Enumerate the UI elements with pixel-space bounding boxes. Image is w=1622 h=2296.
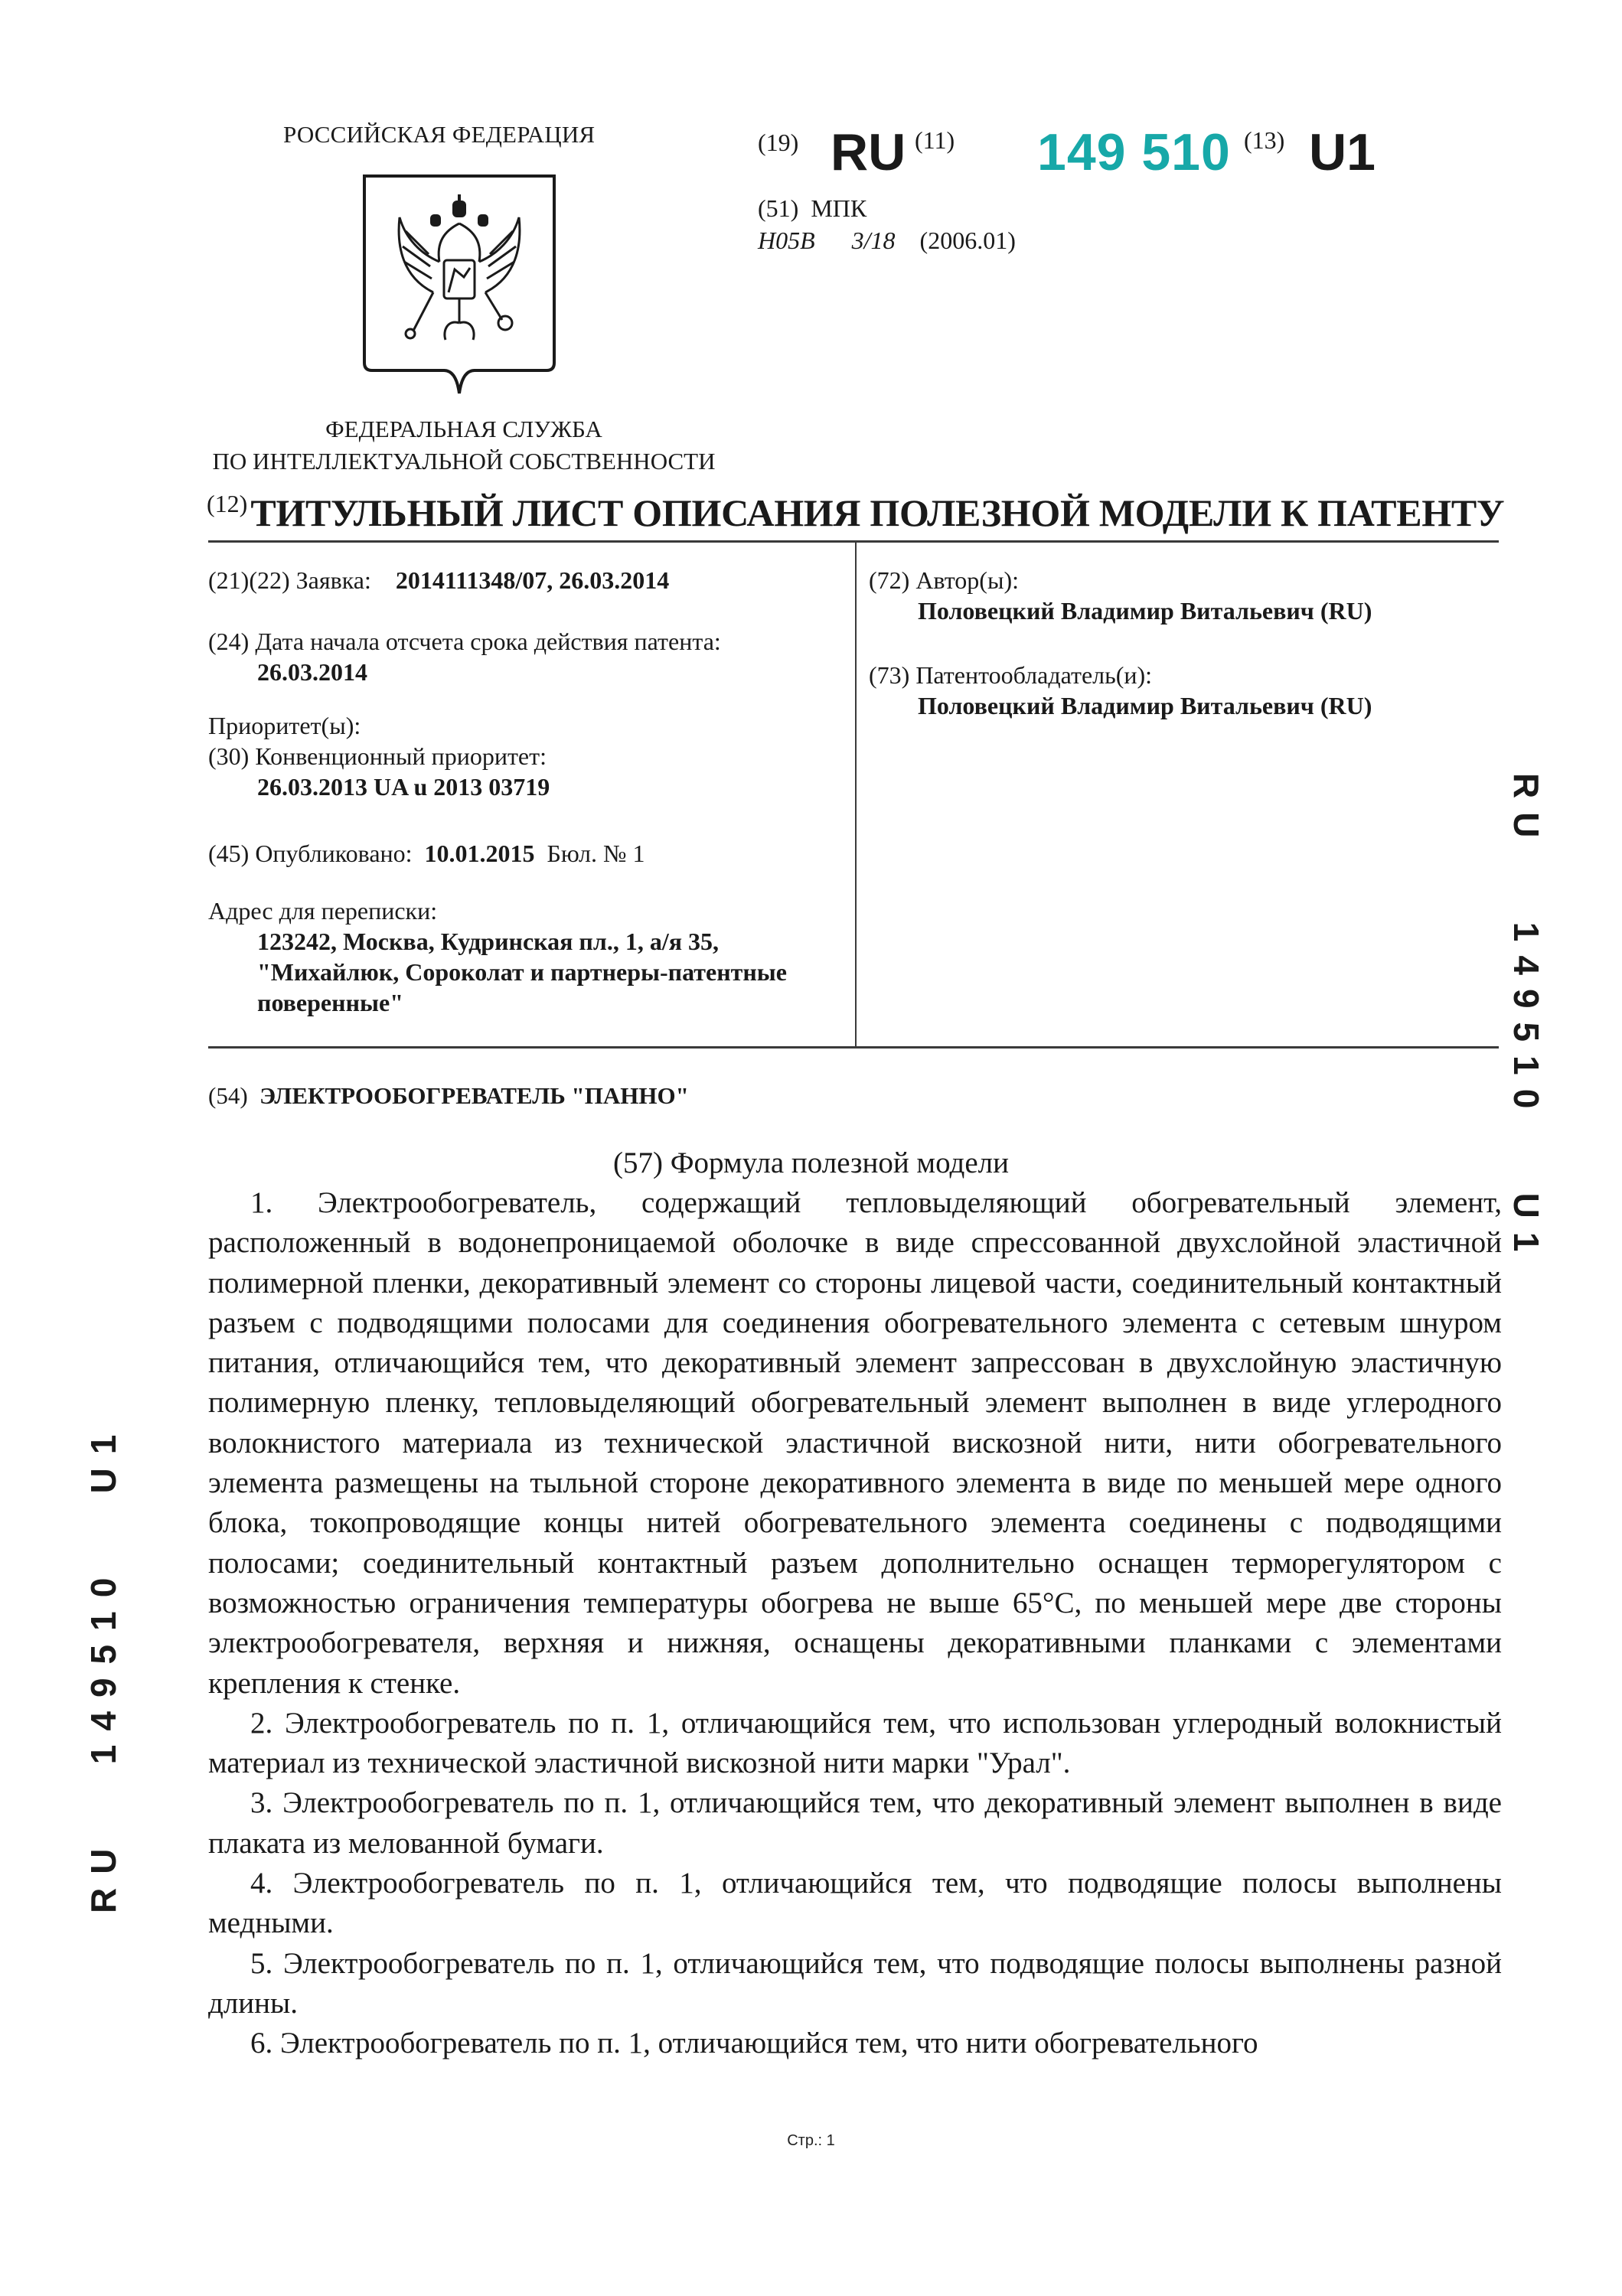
address-line-3: поверенные" <box>257 989 403 1016</box>
side-label-right: RU 149510 U1 <box>1506 773 1546 1266</box>
inid-code-51: (51) <box>758 194 799 222</box>
inid-code-12: (12) <box>207 490 248 517</box>
invention-name-field <box>208 1081 689 1111</box>
convention-priority-value: 26.03.2013 UA u 2013 03719 <box>257 773 550 801</box>
published-date: 10.01.2015 <box>424 840 535 867</box>
agency-name <box>173 413 755 478</box>
page-number: Стр.: 1 <box>787 2132 835 2149</box>
agency-line-2: ПО ИНТЕЛЛЕКТУАЛЬНОЙ СОБСТВЕННОСТИ <box>212 448 716 475</box>
divider-bottom <box>208 1046 1499 1049</box>
column-divider <box>855 540 857 1046</box>
start-date-field <box>208 626 721 687</box>
start-date-label: (24) Дата начала отсчета срока действия патента: <box>208 628 721 655</box>
authors-field <box>869 565 1372 626</box>
ipc-class: H05B <box>758 227 815 254</box>
application-label: (21)(22) Заявка: <box>208 566 371 594</box>
address-line-1: 123242, Москва, Кудринская пл., 1, а/я 35, <box>257 928 720 955</box>
ipc-group: 3/18 <box>851 227 896 254</box>
address-field <box>208 895 787 1018</box>
start-date-value: 26.03.2014 <box>257 658 367 686</box>
coat-of-arms-icon <box>360 170 559 400</box>
priority-field <box>208 710 550 802</box>
published-label: (45) Опубликовано: <box>208 840 413 867</box>
claims-list <box>208 1183 1502 2064</box>
country-code: RU <box>831 123 906 181</box>
claim-3: 3. Электрообогреватель по п. 1, отличающийся тем, что декоративный элемент выполнен в виде плаката из мелованной бумаги. <box>208 1786 1502 1860</box>
owners-field <box>869 660 1372 721</box>
convention-priority-label: (30) Конвенционный приоритет: <box>208 742 547 770</box>
side-label-left: RU 149510 U1 <box>83 1420 123 1913</box>
inid-code-11: (11) <box>915 126 955 154</box>
inid-code-13: (13) <box>1244 126 1285 154</box>
claim-4: 4. Электрообогреватель по п. 1, отличающийся тем, что подводящие полосы выполнены медными. <box>208 1867 1502 1940</box>
country-name: РОССИЙСКАЯ ФЕДЕРАЦИЯ <box>283 121 596 148</box>
title-text: ТИТУЛЬНЫЙ ЛИСТ ОПИСАНИЯ ПОЛЕЗНОЙ МОДЕЛИ К ПАТЕНТУ <box>250 491 1505 534</box>
address-label: Адрес для переписки: <box>208 897 438 925</box>
application-value: 2014111348/07, 26.03.2014 <box>395 566 670 594</box>
mpk-heading <box>758 194 866 223</box>
owners-value: Половецкий Владимир Витальевич (RU) <box>918 692 1372 719</box>
claim-1: 1. Электрообогреватель, содержащий тепловыделяющий обогревательный элемент, расположенный в водонепроницаемой оболочке в виде спрессованной двухслойной эластичной полимерной пленки, декоративный элемент со стороны лицевой части, соединительный контактный разъем с подводящими полосами для соединения обогревательного элемента с сетевым шнуром питания, отличающийся тем, что декоративный элемент запрессован в двухслойную эластичную полимерную пленку, тепловыделяющий обогревательный элемент выполнен в виде углеродного волокнистого материала из технической эластичной вискозной нити, нити обогревательного элемента размещены на тыльной стороне декоративного элемента в виде по меньшей мере одного блока, токопроводящие концы нитей обогревательного элемента соединены с подводящими полосами; соединительный контактный разъем дополнительно оснащен терморегулятором с возможностью ограничения температуры обогрева не выше 65°C, по меньшей мере две стороны электрообогревателя, верхняя и нижняя, оснащены декоративными планками с элементами крепления к стенке. <box>208 1186 1502 1700</box>
authors-value: Половецкий Владимир Витальевич (RU) <box>918 597 1372 625</box>
authors-label: (72) Автор(ы): <box>869 566 1019 594</box>
priority-heading: Приоритет(ы): <box>208 712 361 739</box>
inid-code-54: (54) <box>208 1082 248 1109</box>
published-field <box>208 838 645 869</box>
claim-2: 2. Электрообогреватель по п. 1, отличающийся тем, что использован углеродный волокнистый материал из технической эластичной вискозной нити марки "Урал". <box>208 1706 1502 1780</box>
agency-line-1: ФЕДЕРАЛЬНАЯ СЛУЖБА <box>325 416 602 442</box>
claim-5: 5. Электрообогреватель по п. 1, отличающийся тем, что подводящие полосы выполнены разной длины. <box>208 1946 1502 2020</box>
bulletin-number: Бюл. № 1 <box>547 840 645 867</box>
claim-6: 6. Электрообогреватель по п. 1, отличающийся тем, что нити обогревательного <box>250 2027 1258 2060</box>
kind-code: U1 <box>1309 123 1376 181</box>
invention-name: ЭЛЕКТРООБОГРЕВАТЕЛЬ "ПАННО" <box>259 1082 689 1109</box>
patent-number: 149 510 <box>1037 123 1231 181</box>
formula-heading: (57) Формула полезной модели <box>613 1146 1009 1179</box>
address-line-2: "Михайлюк, Сороколат и партнеры-патентные <box>257 958 787 986</box>
inid-code-19: (19) <box>758 129 799 156</box>
document-title <box>207 490 1504 535</box>
ipc-classification <box>758 227 1016 255</box>
ipc-version: (2006.01) <box>919 227 1016 254</box>
divider-top <box>208 540 1499 543</box>
owners-label: (73) Патентообладатель(и): <box>869 661 1153 689</box>
mpk-label: МПК <box>811 194 867 222</box>
application-field <box>208 565 669 595</box>
